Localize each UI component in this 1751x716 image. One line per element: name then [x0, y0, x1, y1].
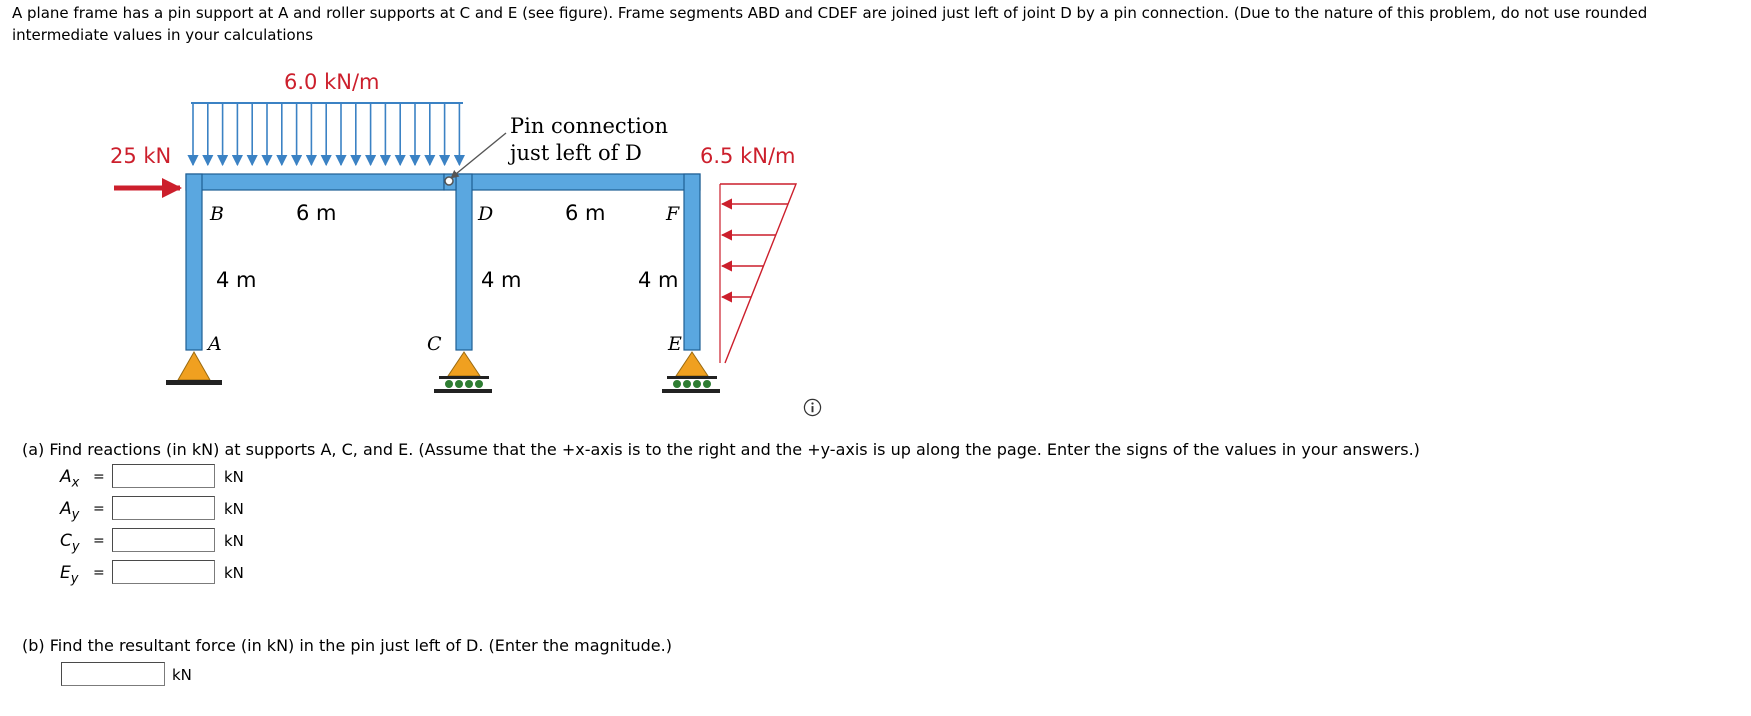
equals-sign: = [93, 469, 105, 485]
dim-df-label: 6 m [565, 201, 606, 225]
problem-statement: A plane frame has a pin support at A and roller supports at C and E (see figure). Frame segments ABD and CDEF are joined just left of joint D by a pin connection. (Due to the nature of this problem, do not use rounded intermediate values in your calculations [12, 4, 1648, 44]
point-b-label: B [210, 203, 224, 225]
dim-cd-label: 4 m [481, 268, 522, 292]
unit-label: kN [224, 500, 244, 518]
member-ab-column [186, 174, 202, 350]
unit-label: kN [224, 532, 244, 550]
point-d-label: D [478, 203, 494, 225]
part-b-prompt: (b) Find the resultant force (in kN) in the pin just left of D. (Enter the magnitude.) [22, 636, 672, 655]
dim-bd-label: 6 m [296, 201, 337, 225]
point-a-label: A [208, 333, 222, 355]
point-e-label: E [668, 333, 682, 355]
var-label: $E_y$ [60, 563, 79, 587]
uniform-load [191, 103, 463, 165]
answer-input-ay[interactable] [112, 496, 215, 520]
uniform-load-arrows [193, 103, 459, 165]
dim-ab-label: 4 m [216, 268, 257, 292]
triangular-load-outline [720, 184, 796, 363]
support-a-pin [166, 352, 222, 385]
answer-row-ax [60, 464, 360, 490]
unit-label: kN [172, 666, 192, 684]
answer-row-ay [60, 496, 360, 522]
answer-input-ax[interactable] [112, 464, 215, 488]
uniform-load-label: 6.0 kN/m [284, 70, 380, 94]
equals-sign: = [93, 533, 105, 549]
equals-sign: = [93, 501, 105, 517]
triangular-load-label: 6.5 kN/m [700, 144, 796, 168]
point-load-label: 25 kN [110, 144, 172, 168]
answer-row-ey [60, 560, 360, 586]
equals-sign: = [93, 565, 105, 581]
triangular-load-arrows [722, 204, 788, 297]
answer-input-ey[interactable] [112, 560, 215, 584]
point-c-label: C [427, 333, 442, 355]
member-cd-column [456, 174, 472, 350]
answer-input-cy[interactable] [112, 528, 215, 552]
info-icon[interactable] [803, 398, 822, 417]
support-c-roller [434, 352, 492, 393]
frame-members [186, 174, 700, 350]
member-ef-column [684, 174, 700, 350]
point-f-label: F [666, 203, 680, 225]
answer-row-cy [60, 528, 360, 554]
answer-input-pin-force[interactable] [61, 662, 165, 686]
support-e-roller [662, 352, 720, 393]
part-a-prompt: (a) Find reactions (in kN) at supports A, C, and E. (Assume that the +x-axis is to the right and the +y-axis is up along the page. Enter the signs of the values in your answers.) [22, 440, 1420, 459]
var-label: $C_y$ [60, 531, 80, 555]
member-abd-top [186, 174, 444, 190]
unit-label: kN [224, 468, 244, 486]
member-def-top [456, 174, 700, 190]
triangular-load [720, 184, 796, 363]
pin-note-line2: just left of D [510, 141, 642, 165]
var-label: $A_x$ [60, 467, 80, 491]
unit-label: kN [224, 564, 244, 582]
var-label: $A_y$ [60, 499, 80, 523]
dim-ef-label: 4 m [638, 268, 679, 292]
pin-note-line1: Pin connection [510, 114, 669, 138]
